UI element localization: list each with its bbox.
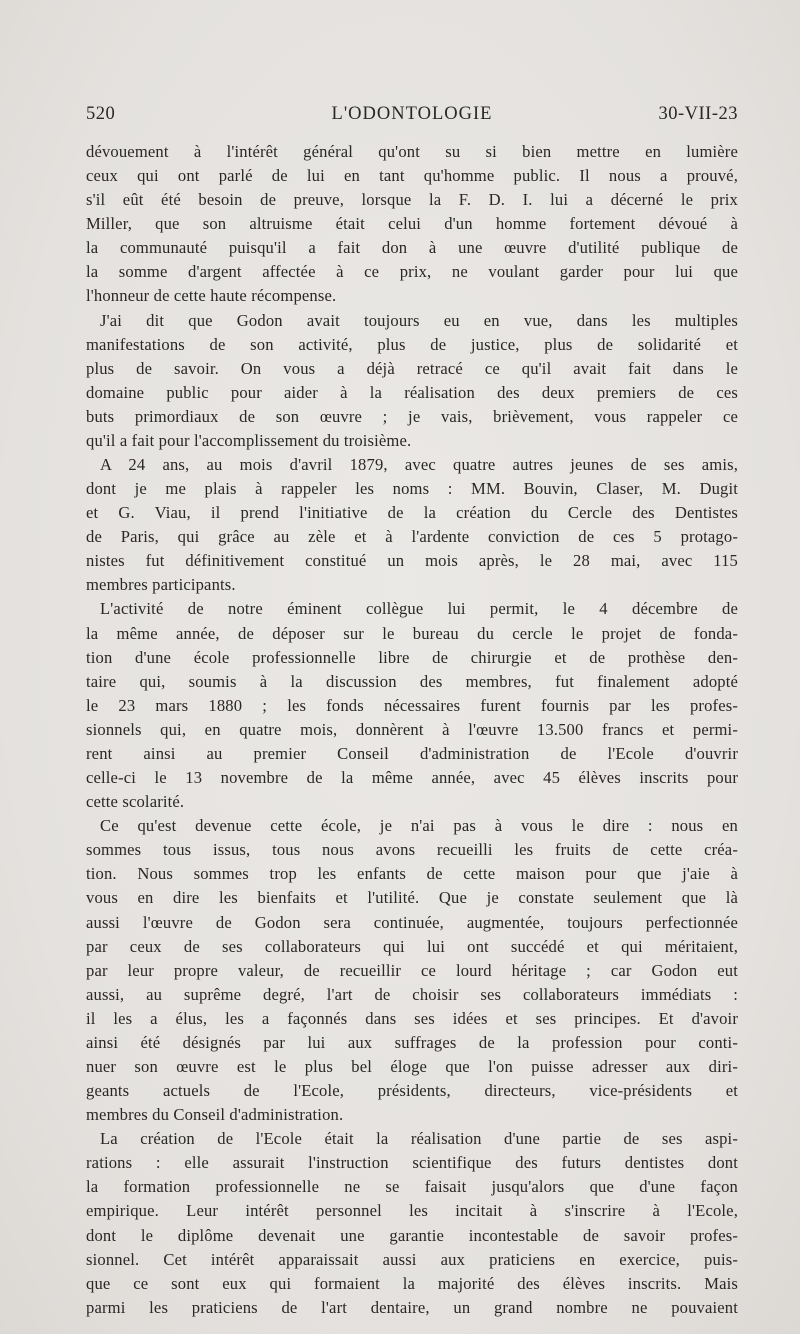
- text-line-content: le 23 mars 1880 ; les fonds nécessaires furent fournis par les profes-: [86, 695, 738, 715]
- text-line: [86, 1103, 738, 1127]
- running-header: [86, 104, 738, 130]
- text-line: [86, 284, 738, 308]
- text-line: [86, 140, 738, 164]
- text-line-content: la même année, de déposer sur le bureau du cercle le projet de fonda-: [86, 623, 738, 643]
- issue-date: 30-VII-23: [658, 104, 738, 124]
- text-line-content: La création de l'Ecole était la réalisation d'une partie de ses aspi-: [100, 1129, 738, 1149]
- text-line: [86, 1224, 738, 1248]
- text-line: [86, 453, 738, 477]
- text-line: [86, 1151, 738, 1175]
- text-line: [86, 549, 738, 573]
- text-line-content: membres du Conseil d'administration.: [86, 1105, 344, 1125]
- text-line-content: sionnel. Cet intérêt apparaissait aussi aux praticiens en exercice, puis-: [86, 1249, 738, 1269]
- text-line: [86, 357, 738, 381]
- text-line: [86, 381, 738, 405]
- text-line: [86, 911, 738, 935]
- text-line-content: sommes tous issus, tous nous avons recueilli les fruits de cette créa-: [86, 840, 738, 860]
- text-line: [86, 814, 738, 838]
- text-line-content: parmi les praticiens de l'art dentaire, un grand nombre ne pouvaient: [86, 1297, 738, 1317]
- text-line: [86, 1127, 738, 1151]
- text-line: [86, 886, 738, 910]
- text-line-content: et G. Viau, il prend l'initiative de la création du Cercle des Dentistes: [86, 503, 738, 523]
- text-line-content: geants actuels de l'Ecole, présidents, directeurs, vice-présidents et: [86, 1081, 738, 1101]
- text-line-content: cette scolarité.: [86, 792, 185, 812]
- text-line-content: tion d'une école professionnelle libre de chirurgie et de prothèse den-: [86, 647, 738, 667]
- text-line-content: A 24 ans, au mois d'avril 1879, avec quatre autres jeunes de ses amis,: [100, 455, 738, 475]
- text-line: [86, 790, 738, 814]
- page-number: 520: [86, 104, 116, 124]
- text-line: [86, 405, 738, 429]
- text-line: [86, 1031, 738, 1055]
- text-line: [86, 477, 738, 501]
- text-line: [86, 164, 738, 188]
- text-line-content: L'activité de notre éminent collègue lui permit, le 4 décembre de: [100, 599, 738, 619]
- text-line: [86, 212, 738, 236]
- text-line: [86, 718, 738, 742]
- text-line: [86, 1272, 738, 1296]
- text-line: [86, 862, 738, 886]
- text-line: [86, 309, 738, 333]
- text-line: [86, 622, 738, 646]
- text-line-content: la somme d'argent affectée à ce prix, ne voulant garder pour lui que: [86, 262, 738, 282]
- text-line-content: membres participants.: [86, 575, 236, 595]
- text-line-content: aussi, au suprême degré, l'art de choisir ses collaborateurs immédiats :: [86, 984, 738, 1004]
- text-line-content: s'il eût été besoin de preuve, lorsque la F. D. I. lui a décerné le prix: [86, 190, 738, 210]
- text-line: [86, 959, 738, 983]
- text-line-content: celle-ci le 13 novembre de la même année, avec 45 élèves inscrits pour: [86, 768, 738, 788]
- text-line: [86, 694, 738, 718]
- text-line: [86, 1296, 738, 1320]
- text-line-content: manifestations de son activité, plus de justice, plus de solidarité et: [86, 334, 738, 354]
- text-line-content: il les a élus, les a façonnés dans ses idées et ses principes. Et d'avoir: [86, 1008, 738, 1028]
- body-text: [86, 140, 738, 1320]
- text-line: [86, 983, 738, 1007]
- text-line: [86, 573, 738, 597]
- text-line-content: dont le diplôme devenait une garantie incontestable de savoir profes-: [86, 1225, 738, 1245]
- text-line: [86, 670, 738, 694]
- journal-title: L'ODONTOLOGIE: [331, 104, 493, 124]
- text-line: [86, 1199, 738, 1223]
- text-line-content: plus de savoir. On vous a déjà retracé ce qu'il avait fait dans le: [86, 358, 738, 378]
- text-line: [86, 1055, 738, 1079]
- text-line-content: taire qui, soumis à la discussion des membres, fut finalement adopté: [86, 671, 738, 691]
- text-line-content: que ce sont eux qui formaient la majorité des élèves inscrits. Mais: [86, 1273, 738, 1293]
- text-line-content: l'honneur de cette haute récompense.: [86, 286, 337, 306]
- text-line: [86, 525, 738, 549]
- text-line-content: ainsi été désignés par lui aux suffrages de la profession pour conti-: [86, 1032, 738, 1052]
- text-line-content: Ce qu'est devenue cette école, je n'ai pas à vous le dire : nous en: [100, 816, 738, 836]
- text-line: [86, 1079, 738, 1103]
- text-line-content: de Paris, qui grâce au zèle et à l'ardente conviction de ces 5 protago-: [86, 527, 738, 547]
- text-line-content: par ceux de ses collaborateurs qui lui ont succédé et qui méritaient,: [86, 936, 738, 956]
- text-line: [86, 236, 738, 260]
- text-line-content: aussi l'œuvre de Godon sera continuée, augmentée, toujours perfectionnée: [86, 912, 738, 932]
- text-line-content: tion. Nous sommes trop les enfants de cette maison pour que j'aie à: [86, 864, 738, 884]
- text-line: [86, 188, 738, 212]
- text-line: [86, 501, 738, 525]
- text-line: [86, 838, 738, 862]
- text-line-content: dévouement à l'intérêt général qu'ont su si bien mettre en lumière: [86, 142, 738, 161]
- text-line-content: par leur propre valeur, de recueillir ce lourd héritage ; car Godon eut: [86, 960, 738, 980]
- text-line: [86, 333, 738, 357]
- text-line-content: nuer son œuvre est le plus bel éloge que l'on puisse adresser aux diri-: [86, 1056, 738, 1076]
- text-line: [86, 260, 738, 284]
- text-line-content: dont je me plais à rappeler les noms : MM. Bouvin, Claser, M. Dugit: [86, 479, 738, 499]
- text-line: [86, 597, 738, 621]
- text-line-content: domaine public pour aider à la réalisation des deux premiers de ces: [86, 382, 738, 402]
- text-line-content: Miller, que son altruisme était celui d'un homme fortement dévoué à: [86, 214, 738, 234]
- text-line: [86, 742, 738, 766]
- text-line-content: rent ainsi au premier Conseil d'administration de l'Ecole d'ouvrir: [86, 743, 738, 763]
- text-line-content: nistes fut définitivement constitué un mois après, le 28 mai, avec 115: [86, 551, 738, 571]
- text-line: [86, 646, 738, 670]
- text-line: [86, 1175, 738, 1199]
- text-line: [86, 766, 738, 790]
- text-line-content: la communauté puisqu'il a fait don à une œuvre d'utilité publique de: [86, 238, 738, 258]
- text-line-content: vous en dire les bienfaits et l'utilité. Que je constate seulement que là: [86, 888, 738, 908]
- text-line: [86, 429, 738, 453]
- text-line-content: ceux qui ont parlé de lui en tant qu'homme public. Il nous a prouvé,: [86, 166, 738, 186]
- text-line-content: rations : elle assurait l'instruction scientifique des futurs dentistes dont: [86, 1153, 738, 1173]
- text-line-content: la formation professionnelle ne se faisait jusqu'alors que d'une façon: [86, 1177, 738, 1197]
- text-line-content: qu'il a fait pour l'accomplissement du troisième.: [86, 430, 412, 450]
- text-line: [86, 1007, 738, 1031]
- text-line: [86, 935, 738, 959]
- text-line-content: empirique. Leur intérêt personnel les incitait à s'inscrire à l'Ecole,: [86, 1201, 738, 1221]
- text-line-content: sionnels qui, en quatre mois, donnèrent à l'œuvre 13.500 francs et permi-: [86, 719, 738, 739]
- text-line-content: buts primordiaux de son œuvre ; je vais, brièvement, vous rappeler ce: [86, 406, 738, 426]
- text-line: [86, 1248, 738, 1272]
- text-line-content: J'ai dit que Godon avait toujours eu en vue, dans les multiples: [100, 310, 738, 330]
